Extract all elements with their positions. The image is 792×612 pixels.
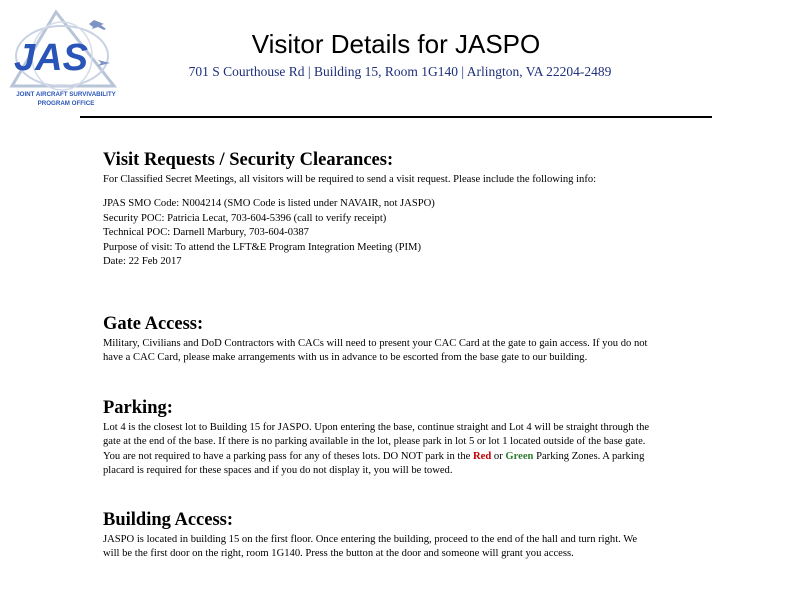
building-line: JASPO is located in building 15 on the first floor. Once entering the building, proceed to the end of the hall and turn right. We <box>103 534 638 545</box>
visit-line: Security POC: Patricia Lecat, 703-604-5396 (call to verify receipt) <box>103 212 387 224</box>
parking-line <box>103 450 743 464</box>
jas-logo <box>6 8 124 118</box>
parking-line: Lot 4 is the closest lot to Building 15 for JASPO. Upon entering the base, continue straight and Lot 4 will be straight through the <box>103 422 650 433</box>
gate-line: have a CAC Card, please make arrangements with us in advance to be escorted from the base gate to our building. <box>103 352 588 364</box>
red-zone-label: Red <box>473 450 492 462</box>
gate-line: Military, Civilians and DoD Contractors with CACs will need to present your CAC Card at the gate to gain access. If you do not <box>103 338 648 349</box>
section-heading: Visit Requests / Security Clearances: <box>103 150 394 170</box>
page-title <box>0 28 792 60</box>
building-line: will be the first door on the right, room 1G140. Press the button at the door and someone will grant you access. <box>103 548 574 560</box>
visit-line: Date: 22 Feb 2017 <box>103 256 182 268</box>
green-zone-label: Green <box>505 450 534 462</box>
parking-line-text: Parking Zones. A parking <box>533 450 645 462</box>
page-title-text: Visitor Details for JASPO <box>251 29 541 59</box>
header-divider <box>80 116 712 118</box>
parking-line: placard is required for these spaces and if you do not display it, you will be towed. <box>103 465 453 477</box>
building-access-section <box>103 509 743 562</box>
parking-section <box>103 397 743 479</box>
visit-line: JPAS SMO Code: N004214 (SMO Code is listed under NAVAIR, not JASPO) <box>103 198 435 210</box>
gate-access-section <box>103 313 743 366</box>
section-heading: Gate Access: <box>103 314 204 334</box>
section-heading: Parking: <box>103 398 173 418</box>
visit-line: Technical POC: Darnell Marbury, 703-604-0387 <box>103 227 309 239</box>
logo-line-1: JOINT AIRCRAFT SURVIVABILITY <box>16 91 116 98</box>
visit-intro: For Classified Secret Meetings, all visitors will be required to send a visit request. Please include the following info: <box>103 174 597 185</box>
office-address: 701 S Courthouse Rd | Building 15, Room 1G140 | Arlington, VA 22204-2489 <box>188 64 612 79</box>
visit-line: Purpose of visit: To attend the LFT&E Program Integration Meeting (PIM) <box>103 241 422 253</box>
visit-requests-section <box>103 149 743 269</box>
parking-line-text: You are not required to have a parking pass for any of theses lots. DO NOT park in the <box>103 450 474 462</box>
logo-letters: JAS <box>14 37 88 79</box>
parking-line: gate at the end of the base. If there is no parking available in the lot, please park in lot 5 or lot 1 located outside of the base gate. <box>103 436 646 448</box>
jas-logo-graphic <box>6 8 124 118</box>
section-heading: Building Access: <box>103 510 234 530</box>
logo-line-2: PROGRAM OFFICE <box>37 100 95 107</box>
parking-or-text: or <box>491 450 506 462</box>
